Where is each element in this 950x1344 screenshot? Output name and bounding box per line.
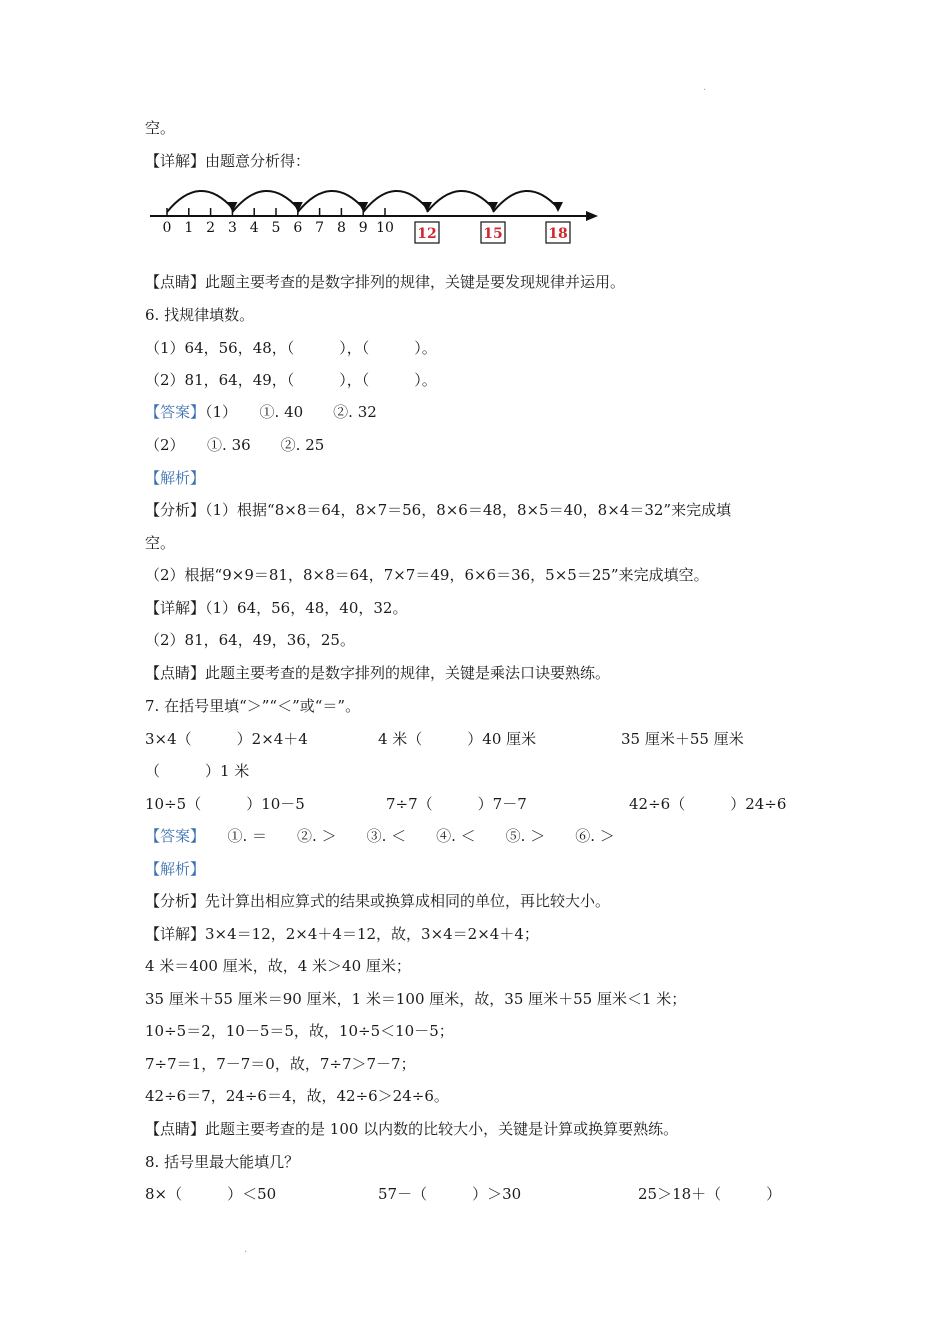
answer-box-value: 15 <box>483 226 503 242</box>
q6-analysis1-tail: 空。 <box>145 534 176 552</box>
q6-tip: 【点睛】此题主要考查的是数字排列的规律，关键是乘法口诀要熟练。 <box>145 664 611 682</box>
arc-arrowhead <box>553 202 563 212</box>
jump-arc <box>427 191 493 212</box>
tick-label: 5 <box>271 220 281 236</box>
answer-label: 【答案】 <box>145 827 198 845</box>
q8-row <box>145 1184 805 1206</box>
q7-item2: 4 米（ ）40 厘米 <box>378 730 537 748</box>
q7-answer: ①. ＝ ②. ＞ ③. ＜ ④. ＜ ⑤. ＞ ⑥. ＞ <box>197 827 615 845</box>
intro-tail: 空。 <box>145 119 176 137</box>
answer-label: 【答案】 <box>145 403 206 421</box>
q7-item3-end: （ ）1 米 <box>145 762 250 780</box>
number-line-diagram <box>140 178 610 250</box>
tick-label: 2 <box>206 220 216 236</box>
q7-row1 <box>145 729 805 751</box>
q6-answer2: （2） ①. 36 ②. 25 <box>145 436 325 454</box>
q7-tip: 【点睛】此题主要考查的是 100 以内数的比较大小，关键是计算或换算要熟练。 <box>145 1120 679 1138</box>
header-mark: . <box>703 82 707 93</box>
jump-arc <box>298 191 363 212</box>
axis-arrow <box>586 211 598 221</box>
answer-box-value: 18 <box>548 226 568 242</box>
q7-item4: 10÷5（ ）10－5 <box>145 795 305 813</box>
q6-part2: （2）81，64，49，（ ），（ ）。 <box>145 371 437 389</box>
q7-analysis-label: 【解析】 <box>145 860 206 878</box>
q7-item1: 3×4（ ）2×4＋4 <box>145 730 308 748</box>
q6-detail1: 【详解】（1）64，56，48，40，32。 <box>145 599 408 617</box>
q7-detail5: 7÷7＝1，7－7＝0，故，7÷7＞7－7； <box>145 1055 416 1073</box>
detail-label: 【详解】 <box>145 152 206 170</box>
tick-label: 3 <box>227 220 237 236</box>
q7-detail6: 42÷6＝7，24÷6＝4，故，42÷6＞24÷6。 <box>145 1087 449 1105</box>
tick-label: 6 <box>293 220 303 236</box>
tick-label: 10 <box>376 220 394 236</box>
q7-item3-start: 35 厘米＋55 厘米 <box>621 730 744 748</box>
tick-label: 7 <box>315 220 325 236</box>
tick-label: 9 <box>358 220 368 236</box>
q7-detail1: 【详解】3×4＝12，2×4＋4＝12，故，3×4＝2×4＋4； <box>145 925 539 943</box>
detail-text: 由题意分析得： <box>205 152 311 170</box>
q8-item3: 25＞18＋（ ） <box>638 1185 782 1203</box>
q7-analysis: 【分析】先计算出相应算式的结果或换算成相同的单位，再比较大小。 <box>145 892 611 910</box>
q6-detail2: （2）81，64，49，36，25。 <box>145 631 355 649</box>
q6-title: 6. 找规律填数。 <box>145 306 255 324</box>
q7-detail3: 35 厘米＋55 厘米＝90 厘米，1 米＝100 厘米，故，35 厘米＋55 厘米＜1 米； <box>145 990 687 1008</box>
jump-arc <box>167 191 232 212</box>
q7-item5: 7÷7（ ）7－7 <box>386 795 527 813</box>
jump-arc <box>363 191 427 212</box>
q6-analysis-label: 【解析】 <box>145 469 206 487</box>
tick-label: 0 <box>162 220 172 236</box>
q6-analysis1: 【分析】（1）根据“8×8＝64，8×7＝56，8×6＝48，8×5＝40，8×4＝32”来完成填 <box>145 501 732 519</box>
q7-title: 7. 在括号里填“＞”“＜”或“＝”。 <box>145 697 361 715</box>
q8-title: 8. 括号里最大能填几？ <box>145 1153 300 1171</box>
jump-arc <box>493 191 558 212</box>
q6-analysis2: （2）根据“9×9＝81，8×8＝64，7×7＝49，6×6＝36，5×5＝25”来完成填空。 <box>145 566 709 584</box>
q7-item6: 42÷6（ ）24÷6 <box>629 795 787 813</box>
q7-detail2: 4 米＝400 厘米，故，4 米＞40 厘米； <box>145 957 411 975</box>
tick-label: 8 <box>336 220 346 236</box>
q5-tip: 【点睛】此题主要考查的是数字排列的规律，关键是要发现规律并运用。 <box>145 273 626 291</box>
footer-mark: . <box>244 1244 248 1255</box>
q6-part1: （1）64，56，48，（ ），（ ）。 <box>145 339 437 357</box>
tick-label: 1 <box>184 220 194 236</box>
q7-detail4: 10÷5＝2，10－5＝5，故，10÷5＜10－5； <box>145 1022 454 1040</box>
tick-label: 4 <box>249 220 259 236</box>
jump-arc <box>232 191 297 212</box>
detail-line <box>145 151 310 171</box>
q8-item2: 57－（ ）＞30 <box>378 1185 522 1203</box>
q6-answer-line <box>145 402 377 422</box>
q6-answer1: （1） ①. 40 ②. 32 <box>205 403 377 421</box>
q7-row3 <box>145 794 805 816</box>
q8-item1: 8×（ ）＜50 <box>145 1185 277 1203</box>
q7-answer-line <box>145 826 615 846</box>
answer-box-value: 12 <box>417 226 437 242</box>
